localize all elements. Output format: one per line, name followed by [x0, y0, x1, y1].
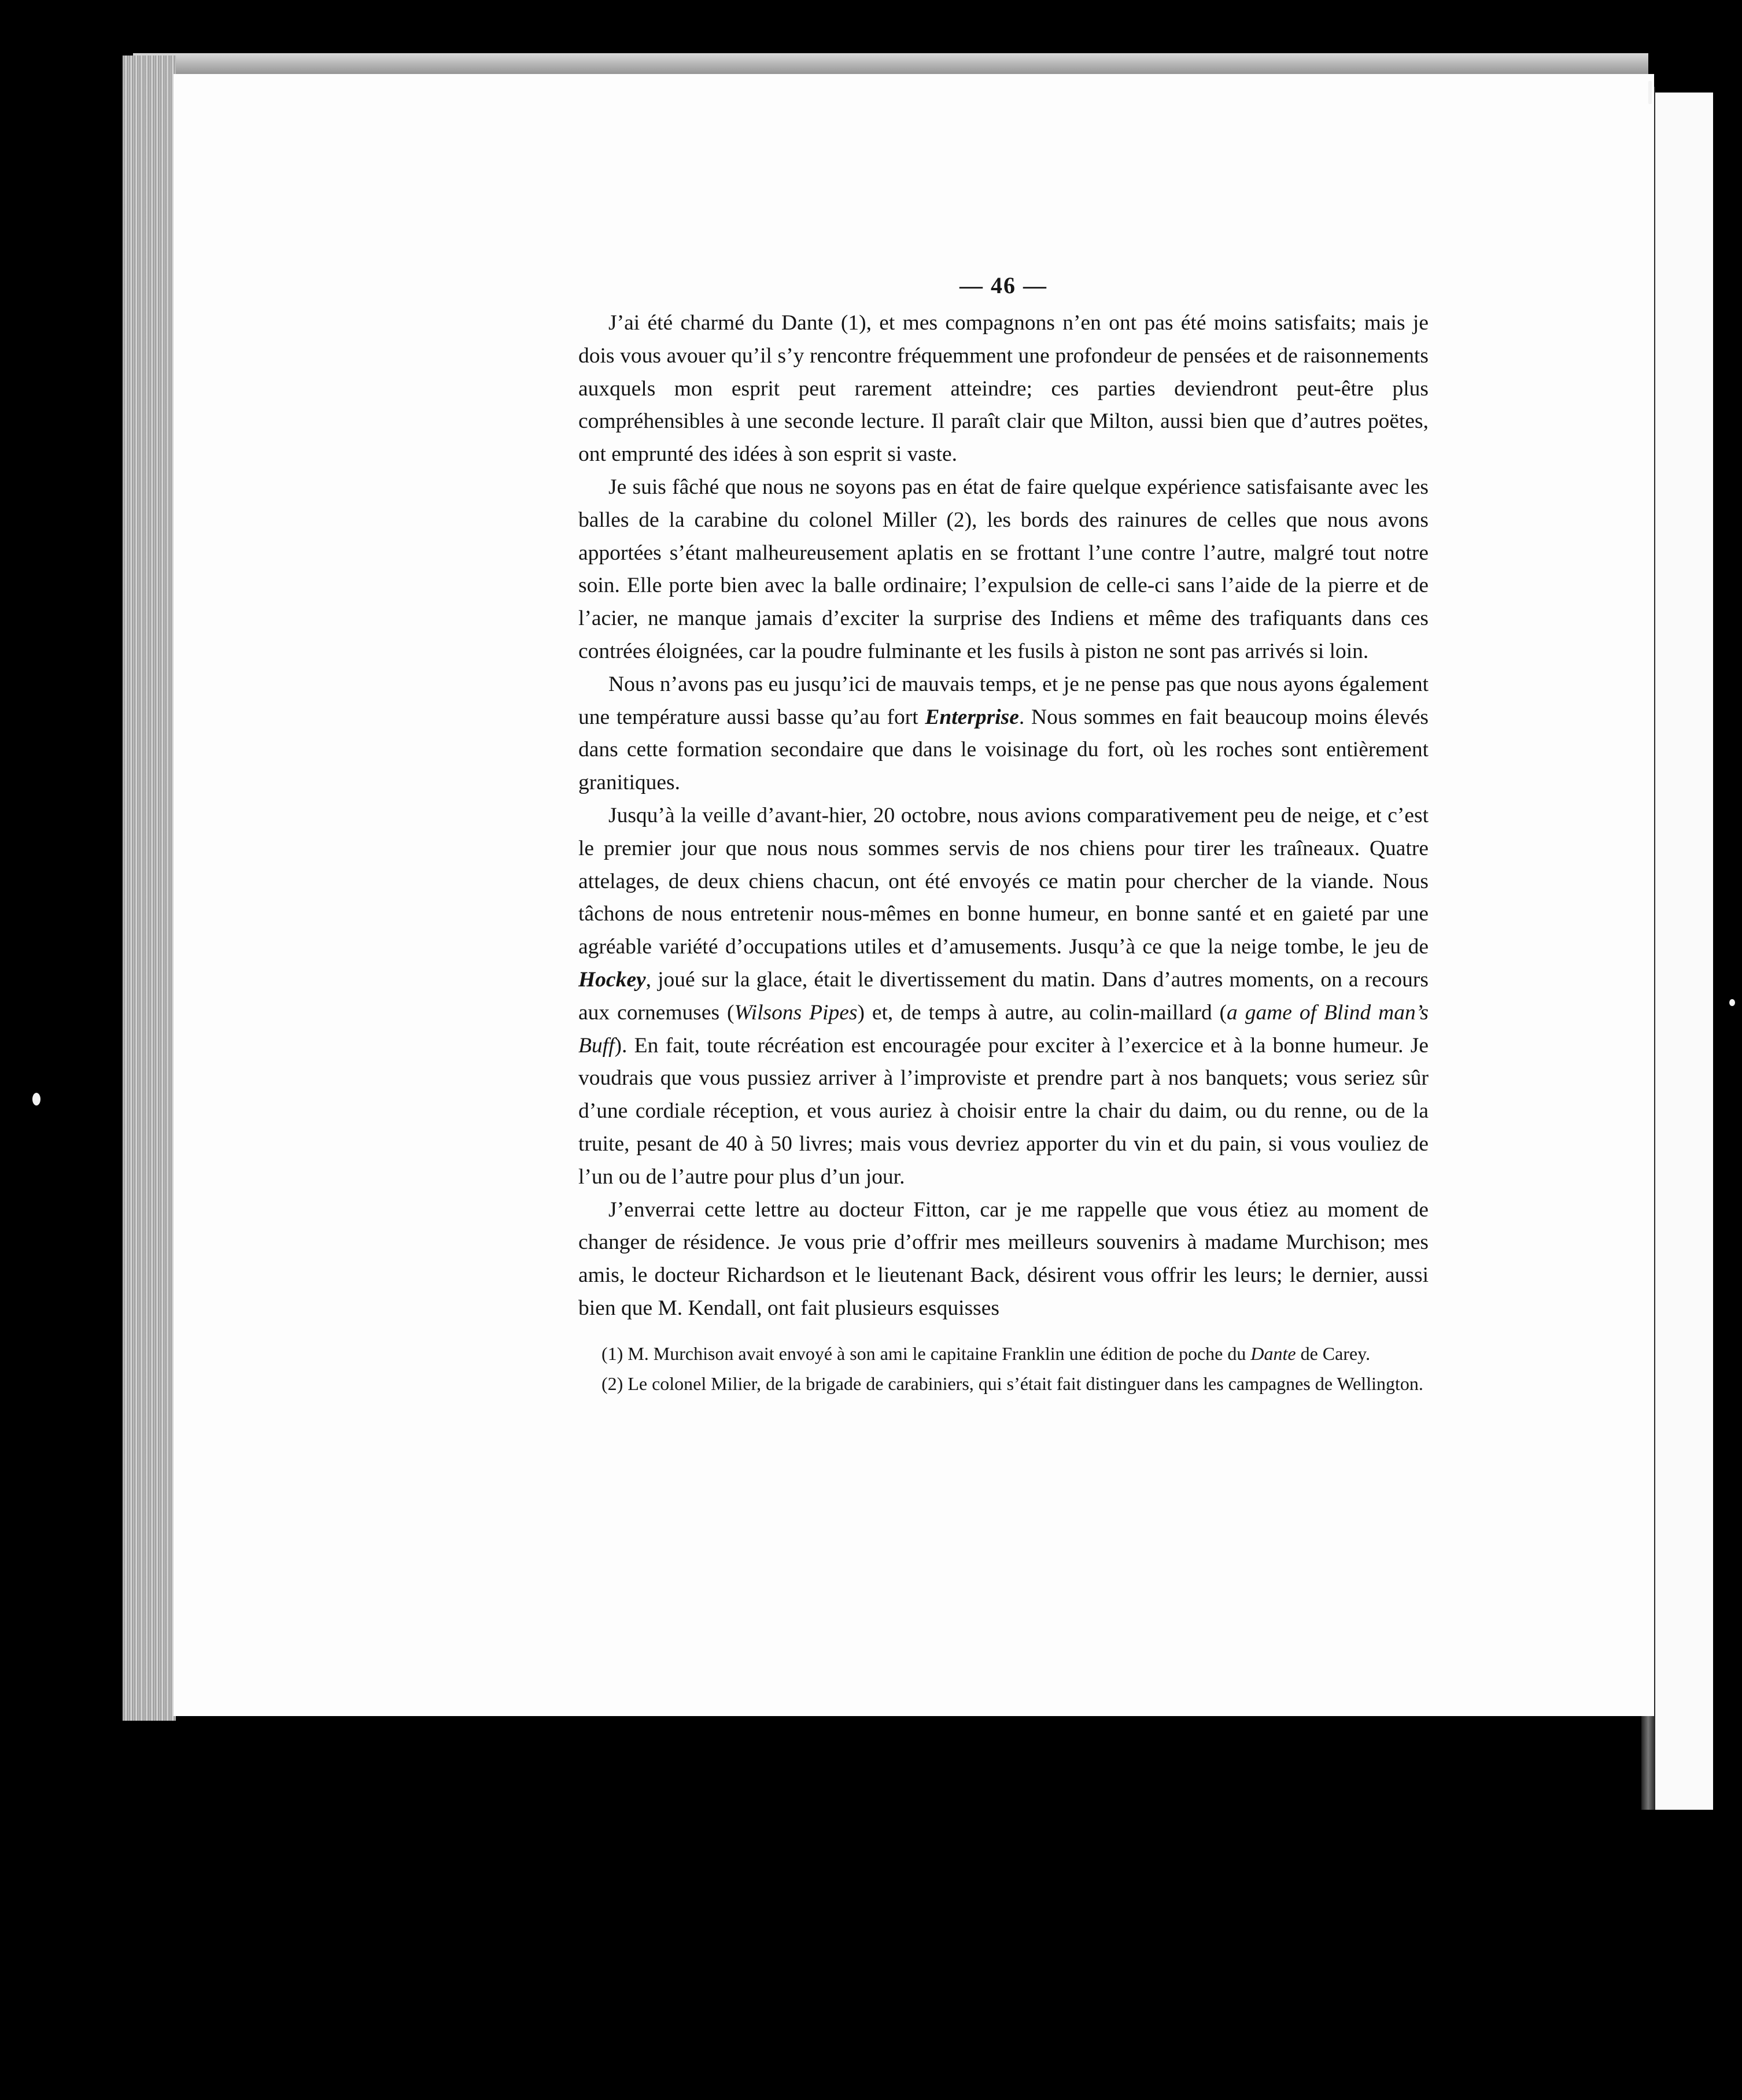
page-text: [578, 272, 1429, 1400]
text-run: , joué sur la glace, était le divertissement du matin. Dans d’autres moments, on a recours aux cornemuses (: [578, 967, 1429, 1025]
text-run: ). En fait, toute récréation est encouragée pour exciter à l’exercice et à la bonne humeur. Je voudrais que vous pussiez arriver à l’improviste et prendre part à nos banquets; vous seriez sûr d’une cordiale réception, et vous auriez à choisir entre la chair du daim, ou du renne, ou de la truite, pesant de 40 à 50 livres; mais vous devriez apporter du vin et du pain, si vous vouliez de l’un ou de l’autre pour plus d’un jour.: [578, 1033, 1429, 1189]
italic-run: Enterprise: [925, 705, 1019, 729]
text-run: Jusqu’à la veille d’avant-hier, 20 octobre, nous avions comparativement peu de neige, et c’est le premier jour que nous nous sommes servis de nos chiens pour tirer les traîneaux. Quatre attelages, de deux chiens chacun, ont été envoyés ce matin pour chercher de la viande. Nous tâchons de nous entretenir nous-mêmes en bonne humeur, en bonne santé et en gaieté par une agréable variété d’occupations utiles et d’amusements. Jusqu’à ce que la neige tombe, le jeu de: [578, 803, 1429, 959]
text-run: Nous n’avons pas eu jusqu’ici de mauvais temps, et je ne pense pas que nous ayons également une température aussi basse qu’au fort: [578, 672, 1429, 729]
scan-speck: [1648, 81, 1652, 104]
facing-page-sliver: [1655, 93, 1713, 1810]
paragraph: [578, 1194, 1429, 1325]
text-run: ) et, de temps à autre, au colin-maillard (: [857, 1000, 1227, 1025]
footnote: [578, 1370, 1429, 1397]
page-edge-stack: [123, 56, 176, 1721]
text-run: J’ai été charmé du Dante (1), et mes compagnons n’en ont pas été moins satisfaits; mais je dois vous avouer qu’il s’y rencontre fréquemment une profondeur de pensées et de raisonnements auxquels mon esprit peut rarement atteindre; ces parties deviendront peut-être plus compréhensibles à une seconde lecture. Il paraît clair que Milton, aussi bien que d’autres poëtes, ont emprunté des idées à son esprit si vaste.: [578, 311, 1429, 467]
italic-run: Wilsons Pipes: [734, 1000, 858, 1025]
page-number: — 46 —: [959, 272, 1047, 298]
paragraph: [578, 307, 1429, 471]
italic-run: Hockey: [578, 967, 646, 992]
footnotes: [578, 1340, 1429, 1397]
scan-speck: [1729, 999, 1735, 1006]
text-run: . Nous sommes en fait beaucoup moins élevés dans cette formation secondaire que dans le voisinage du fort, où les roches sont entièrement granitiques.: [578, 705, 1429, 795]
text-run: (1) M. Murchison avait envoyé à son ami le capitaine Franklin une édition de poche du: [601, 1343, 1251, 1364]
paragraph: [578, 668, 1429, 800]
italic-run: a game of Blind man’s Buff: [578, 1000, 1429, 1058]
top-page-edge: [133, 53, 1648, 76]
italic-run: Dante: [1250, 1343, 1296, 1364]
text-run: J’enverrai cette lettre au docteur Fitton, car je me rappelle que vous étiez au moment de changer de résidence. Je vous prie d’offrir mes meilleurs souvenirs à madame Murchison; mes amis, le docteur Richardson et le lieutenant Back, désirent vous offrir les leurs; le dernier, aussi bien que M. Kendall, ont fait plusieurs esquisses: [578, 1197, 1429, 1320]
paragraph: [578, 800, 1429, 1194]
scan-speck: [32, 1093, 40, 1106]
text-run: (2) Le colonel Milier, de la brigade de carabiniers, qui s’était fait distinguer dans les campagnes de Wellington.: [601, 1373, 1423, 1394]
body-text: [578, 307, 1429, 1325]
paragraph: [578, 471, 1429, 668]
text-run: de Carey.: [1296, 1343, 1371, 1364]
text-run: Je suis fâché que nous ne soyons pas en état de faire quelque expérience satisfaisante avec les balles de la carabine du colonel Miller (2), les bords des rainures de celles que nous avons apportées s’étant malheureusement aplatis en se frottant l’une contre l’autre, malgré tout notre soin. Elle porte bien avec la balle ordinaire; l’expulsion de celle-ci sans l’aide de la pierre et de l’acier, ne manque jamais d’exciter la surprise des Indiens et même des trafiquants dans ces contrées éloignées, car la poudre fulminante et les fusils à piston ne sont pas arrivés si loin.: [578, 475, 1429, 663]
footnote: [578, 1340, 1429, 1367]
